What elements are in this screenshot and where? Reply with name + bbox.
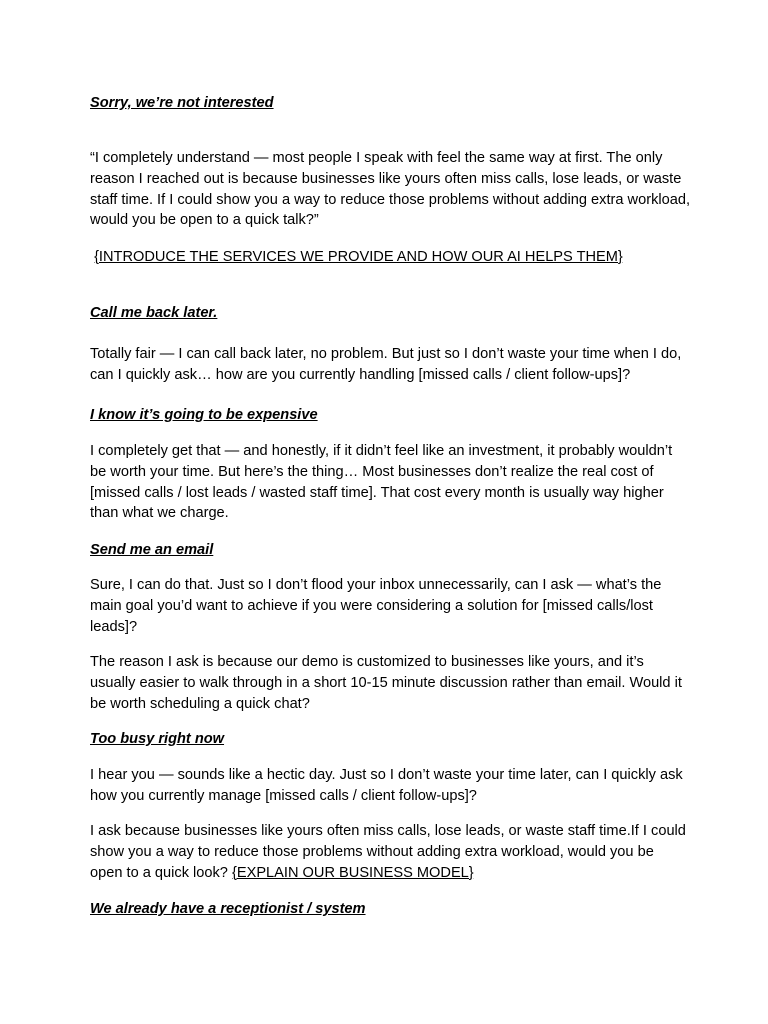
heading-call-back-later: Call me back later. bbox=[90, 305, 218, 321]
response-too-busy-1: I hear you — sounds like a hectic day. Just so I don’t waste your time later, can I quickly ask how you currently manage [missed calls / client follow-ups]? bbox=[90, 767, 683, 804]
response-send-email-1: Sure, I can do that. Just so I don’t flood your inbox unnecessarily, can I ask — what’s the main goal you’d want to achieve if you were considering a solution for [missed calls/lost leads]? bbox=[90, 577, 662, 635]
response-not-interested: “I completely understand — most people I speak with feel the same way at first. The only reason I reached out is because businesses like yours often miss calls, lose leads, or waste staff time. If I could show you a way to reduce those problems without adding extra workload, would you be open to a quick talk?” bbox=[90, 150, 691, 229]
heading-send-email: Send me an email bbox=[90, 542, 214, 558]
document-page bbox=[90, 0, 690, 1024]
response-call-back-later: Totally fair — I can call back later, no problem. But just so I don’t waste your time when I do, can I quickly ask… how are you currently handling [missed calls / client follow-ups]? bbox=[90, 346, 682, 383]
response-expensive: I completely get that — and honestly, if it didn’t feel like an investment, it probably wouldn’t be worth your time. But here’s the thing… Most businesses don’t realize the real cost of [missed calls / lost leads / wasted staff time]. That cost every month is usually way higher than what we charge. bbox=[90, 443, 673, 522]
heading-too-busy: Too busy right now bbox=[90, 731, 225, 747]
heading-already-have-system: We already have a receptionist / system bbox=[90, 901, 366, 917]
note-business-model: {EXPLAIN OUR BUSINESS MODEL} bbox=[231, 864, 474, 881]
response-send-email-2: The reason I ask is because our demo is customized to businesses like yours, and it’s usually easier to walk through in a short 10-15 minute discussion rather than email. Would it be worth scheduling a quick chat? bbox=[90, 654, 682, 712]
heading-expensive: I know it’s going to be expensive bbox=[90, 407, 318, 423]
heading-not-interested: Sorry, we’re not interested bbox=[90, 95, 274, 111]
response-too-busy-2-text: I ask because businesses like yours often miss calls, lose leads, or waste staff time.If I could show you a way to reduce those problems without adding extra workload, would you be open to a quick look? bbox=[90, 823, 686, 881]
note-introduce-services bbox=[90, 247, 690, 268]
response-too-busy-2 bbox=[90, 821, 690, 883]
note-introduce-services-text: {INTRODUCE THE SERVICES WE PROVIDE AND HOW OUR AI HELPS THEM} bbox=[94, 249, 623, 265]
